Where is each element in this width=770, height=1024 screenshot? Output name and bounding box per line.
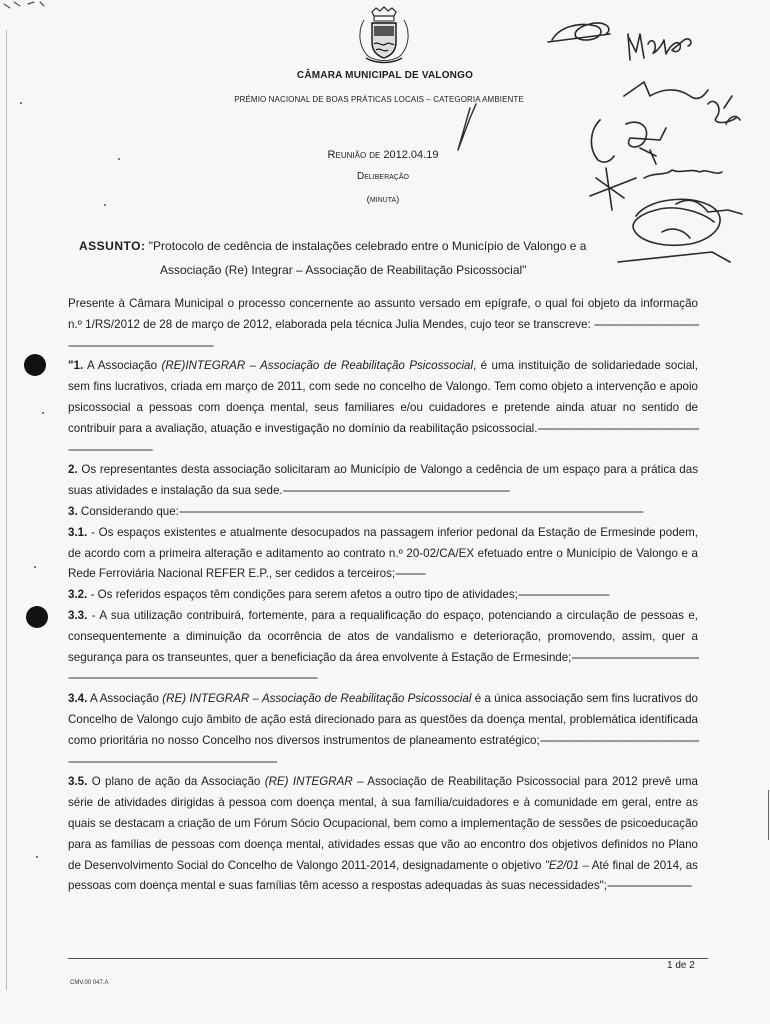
paragraph-2 [68,460,698,502]
paragraph-number: 3.2. [68,588,88,602]
subject-label: ASSUNTO: [79,239,146,253]
meeting-date: Reunião de 2012.04.19 [327,149,439,161]
filler-dashes: ---------------------------------------------------------------------------------------------------- [282,484,509,498]
paragraph-number: "1. [68,359,84,373]
association-name: (RE) INTEGRAR [264,775,353,789]
page-number: 1 de 2 [667,960,695,971]
paragraph-3-3 [68,606,698,689]
punch-hole [26,606,48,628]
scan-speck [36,856,38,858]
paragraph-text: - A sua utilização contribuirá, fortemente, para a requalificação do espaço, potenciando a circulação de pessoas e, consequentemente a diminuição da ocorrência de atos de vandalismo e deterioração, promovendo, assim, quer a segurança para os transeuntes, quer a beneficiação da área envolvente à Estação de Ermesinde; [68,608,698,664]
form-code: CMV.00 047.A [70,980,109,986]
paragraph-text: – Associação de Reabilitação Psicossocial para 2012 prevê uma série de atividades dirigidas à pessoa com doença mental, à sua família/cuidadores e à comunidade em geral, entre as quais se destacam a criação de um Fórum Sócio Ocupacional, bem como a implementação de sessões de psicoeducação para as famílias de pessoas com doença mental, atividades essas que vão ao encontro dos objetivos definidos no Plano de Desenvolvimento Social do Concelho de Valongo 2011-2014, designadamente o objetivo [68,775,698,872]
document-type: Deliberação [357,171,409,182]
scan-speck [34,566,36,568]
paragraph-number: 3.1. [68,525,88,539]
document-status: (minuta) [366,194,400,205]
filler-dashes: ------------------------------------------------------------------------------------------------------------------------------------------------------------------ [68,733,698,768]
filler-dashes: ------------- [395,567,425,581]
municipal-crest-icon [352,6,416,66]
objective-code: "E2/01 – [544,858,589,872]
filler-dashes: -------------------------------------------------------------------------------------------------------------- [68,317,698,352]
association-name: (RE)INTEGRAR – Associação de Reabilitação Psicossocial [161,359,474,373]
filler-dashes: ---------------------------------------- [517,588,609,602]
paragraph-1 [68,356,698,460]
paragraph-text: Considerando que: [80,504,179,518]
filler-dashes: ------------------------------------- [607,879,691,893]
paragraph-text: Até final de 2014, as pessoas com doença mental e suas famílias têm acesso a respostas adequadas às suas necessidades"; [68,858,698,893]
subject-block [79,234,709,282]
paragraph-text: - Os espaços existentes e atualmente desocupados na passagem inferior pedonal da Estação de Ermesinde podem, de acordo com a primeira alteração e aditamento ao contrato n.º 20-02/CA/EX efetuado entre o Município de Valongo e a Rede Ferroviária Nacional REFER E.P., ser cedidos a terceiros; [68,525,698,581]
institution-name: CÂMARA MUNICIPAL DE VALONGO [296,70,474,81]
paragraph-3-4 [68,689,698,772]
scan-speck [20,102,22,104]
paragraph-3 [68,502,698,523]
scan-edge [6,30,7,990]
filler-dashes: ---------------------------------------------------------------------------------------------------------------------------------------------------------------------- [68,650,698,685]
paragraph-number: 3. [68,504,78,518]
paragraph-text: é a única associação sem fins lucrativos do Concelho de Valongo cujo âmbito de ação está direcionado para as questões da doença mental, problemática identificada como prioritária no nosso Concelho nos diversos instrumentos de planeamento estratégico; [68,692,698,747]
paragraph-number: 3.5. [68,775,88,789]
intro-paragraph [68,294,698,356]
paragraph-number: 3.4. [68,692,88,706]
filler-dashes: ------------------------------------------------------------------------------------------------------------------------------------------------------------------------------------------------------------- [178,504,643,518]
subject-line-1: "Protocolo de cedência de instalações celebrado entre o Município de Valongo e a [148,239,587,253]
paragraph-number: 3.3. [68,608,88,622]
paragraph-text: - Os referidos espaços têm condições para serem afetos a outro tipo de atividades; [90,588,518,602]
scan-edge [768,790,769,840]
scan-speck [42,412,44,414]
paragraph-text: A Associação [86,359,158,373]
paragraph-text: Os representantes desta associação solicitaram ao Município de Valongo a cedência de um espaço para a prática das suas atividades e instalação da sua sede. [68,463,698,498]
award-line: PRÉMIO NACIONAL DE BOAS PRÁTICAS LOCAIS – CATEGORIA AMBIENTE [234,95,524,104]
association-name: (RE) INTEGRAR – Associação de Reabilitação Psicossocial [162,692,472,706]
paragraph-number: 2. [68,463,78,477]
paragraph-text: O plano de ação da Associação [91,775,261,789]
filler-dashes: ------------------------------------------------------------------------------------------------------------ [68,421,698,456]
paragraph-3-2 [68,585,698,606]
paragraph-3-5 [68,772,698,897]
subject-line-2: Associação (Re) Integrar – Associação de Reabilitação Psicossocial" [160,263,527,277]
paragraph-text: , é uma instituição de solidariedade social, sem fins lucrativos, criada em março de 2011, com sede no concelho de Valongo. Tem como objeto a intervenção e apoio psicossocial a pessoas com doença mental, seus familiares e/ou cuidadores e pretende ainda atuar no sentido de contribuir para a avaliação, atuação e investigação no domínio da reabilitação psicossocial. [68,359,698,435]
intro-text: Presente à Câmara Municipal o processo concernente ao assunto versado em epígrafe, o qual foi objeto da informação n.º 1/RS/2012 de 28 de março de 2012, elaborada pela técnica Julia Mendes, cujo teor se transcreve: [68,297,698,331]
scan-speck [104,204,106,206]
paragraph-text: A Associação [89,692,159,706]
punch-hole [24,354,46,376]
scan-speck [118,158,120,160]
paragraph-3-1 [68,523,698,585]
footer-divider [68,958,708,959]
document-body [68,294,698,897]
